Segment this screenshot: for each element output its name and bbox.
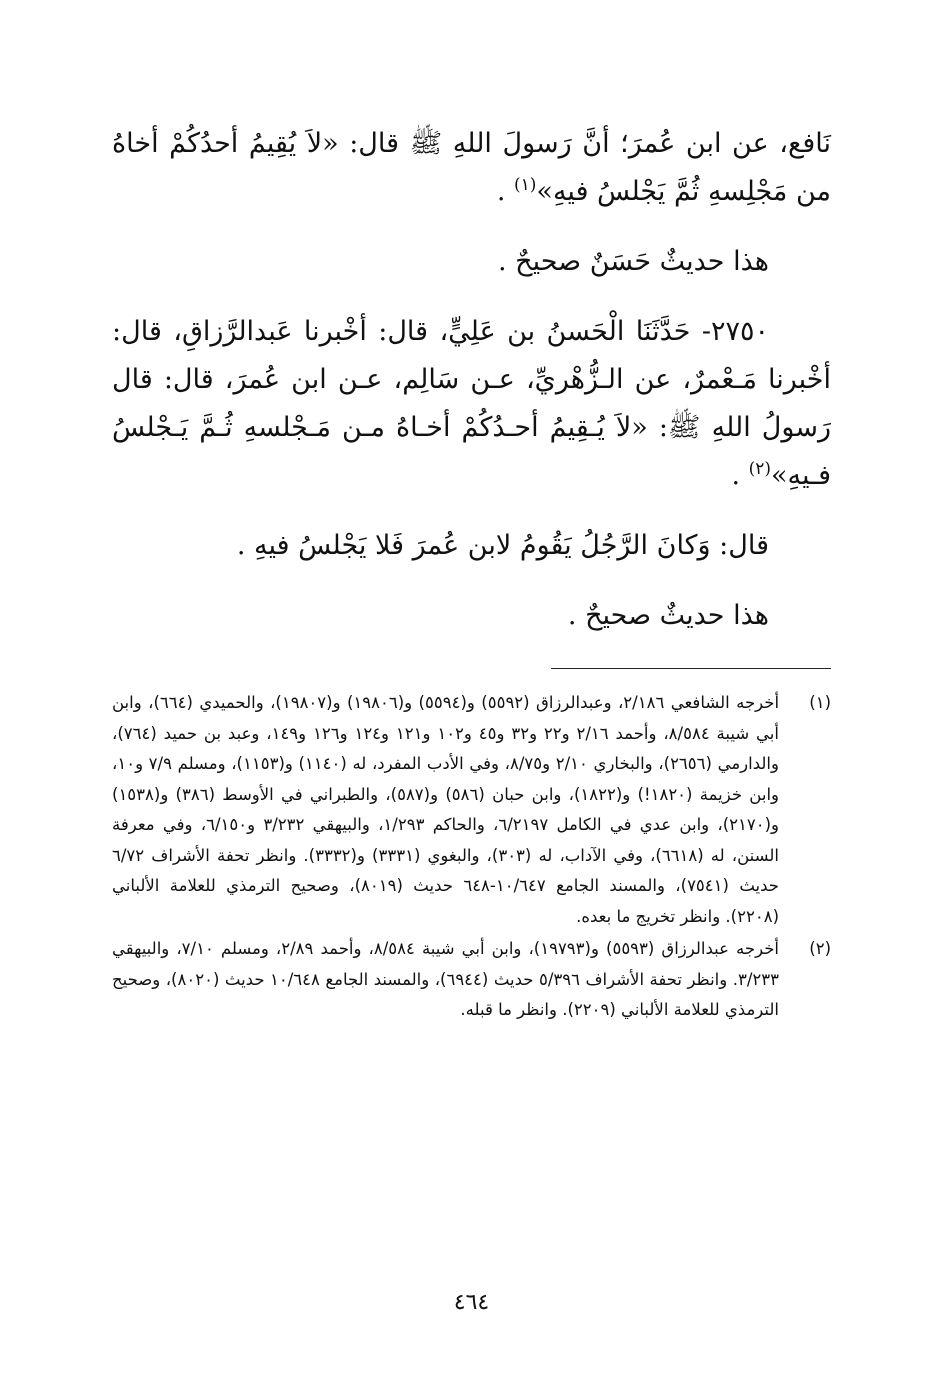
main-text [112, 120, 831, 662]
footnote-1 [112, 688, 831, 932]
page-number: ٤٦٤ [453, 1290, 490, 1315]
paragraph-hadith-continuation [112, 120, 831, 216]
footnote-text: أخرجه عبدالرزاق (٥٥٩٣) و(١٩٧٩٣)، وابن أبي شيبة ٨/٥٨٤، وأحمد ٢/٨٩، ومسلم ٧/١٠، والبيهقي ٣/٢٣٣. وانظر تحفة الأشراف ٥/٣٩٦ حديث (٦٩٤٤)، والمسند الجامع ١٠/٦٤٨ حديث (٨٠٢٠)، وصحيح الترمذي للعلامة الألباني (٢٢٠٩). وانظر ما قبله. [112, 939, 779, 1019]
paragraph-hadith-2750 [112, 308, 831, 500]
footnote-2 [112, 934, 831, 1026]
paragraph-grading-1: هذا حديثٌ حَسَنٌ صحيحٌ . [498, 246, 769, 277]
footnote-number: (١) [809, 693, 831, 712]
paragraph-grading-2: هذا حديثٌ صحيحٌ . [567, 600, 769, 631]
footnotes [112, 688, 831, 1028]
footnote-divider [551, 668, 831, 669]
paragraph-narrator-remark: قال: وَكانَ الرَّجُلُ يَقُومُ لابن عُمرَ فَلا يَجْلسُ فيهِ . [236, 530, 769, 561]
paragraph-end: . [496, 176, 514, 207]
footnote-number: (٢) [809, 939, 831, 958]
paragraph-text: ٢٧٥٠- حَدَّثَنَا الْحَسنُ بن عَلِيٍّ، قال: أخْبرنا عَبدالرَّزاقِ، قال: أخْبرنا مَـعْمرٌ، عن الـزُّهْريِّ، عـن سَالِم، عـن ابن عُمرَ، قال: قال رَسولُ اللهِ ﷺ: «لاَ يُـقِيمُ أحـدُكُمْ أخـاهُ مـن مَـجْلسهِ ثُـمَّ يَـجْلسُ فـيهِ» [112, 316, 831, 491]
footnote-ref-1[interactable]: (١) [514, 175, 537, 195]
paragraph-text: نَافع، عن ابن عُمرَ؛ أنَّ رَسولَ اللهِ ﷺ قال: «لاَ يُقِيمُ أحدُكُمْ أخاهُ من مَجْلِسهِ ثُمَّ يَجْلسُ فيهِ» [112, 128, 831, 207]
footnote-ref-2[interactable]: (٢) [748, 459, 772, 479]
paragraph-end: . [731, 460, 749, 491]
footnote-text: أخرجه الشافعي ٢/١٨٦، وعبدالرزاق (٥٥٩٢) و(٥٥٩٤) و(١٩٨٠٦) و(١٩٨٠٧)، والحميدي (٦٦٤)، وابن أبي شيبة ٨/٥٨٤، وأحمد ٢/١٦ و٢٢ و٣٢ و٤٥ و١٠٢ و١٢١ و١٢٤ و١٢٦ و١٤٩، وعبد بن حميد (٧٦٤)، والدارمي (٢٦٥٦)، والبخاري ٢/١٠ و٨/٧٥، وفي الأدب المفرد، له (١١٤٠) و(١١٥٣)، ومسلم ٧/٩ و١٠، وابن خزيمة (١٨٢٠!) و(١٨٢٢)، وابن حبان (٥٨٦) و(٥٨٧)، والطبراني في الأوسط (٣٨٦) و(١٥٣٨) و(٢١٧٠)، وابن عدي في الكامل ٦/٢١٩٧، والحاكم ١/٢٩٣، والبيهقي ٣/٢٣٢ و٦/١٥٠، وفي معرفة السنن، له (٦٦١٨)، وفي الآداب، له (٣٠٣)، والبغوي (٣٣٣١) و(٣٣٣٢). وانظر تحفة الأشراف ٦/٧٢ حديث (٧٥٤١)، والمسند الجامع ١٠/٦٤٧-٦٤٨ حديث (٨٠١٩)، وصحيح الترمذي للعلامة الألباني (٢٢٠٨). وانظر تخريج ما بعده. [112, 693, 780, 926]
